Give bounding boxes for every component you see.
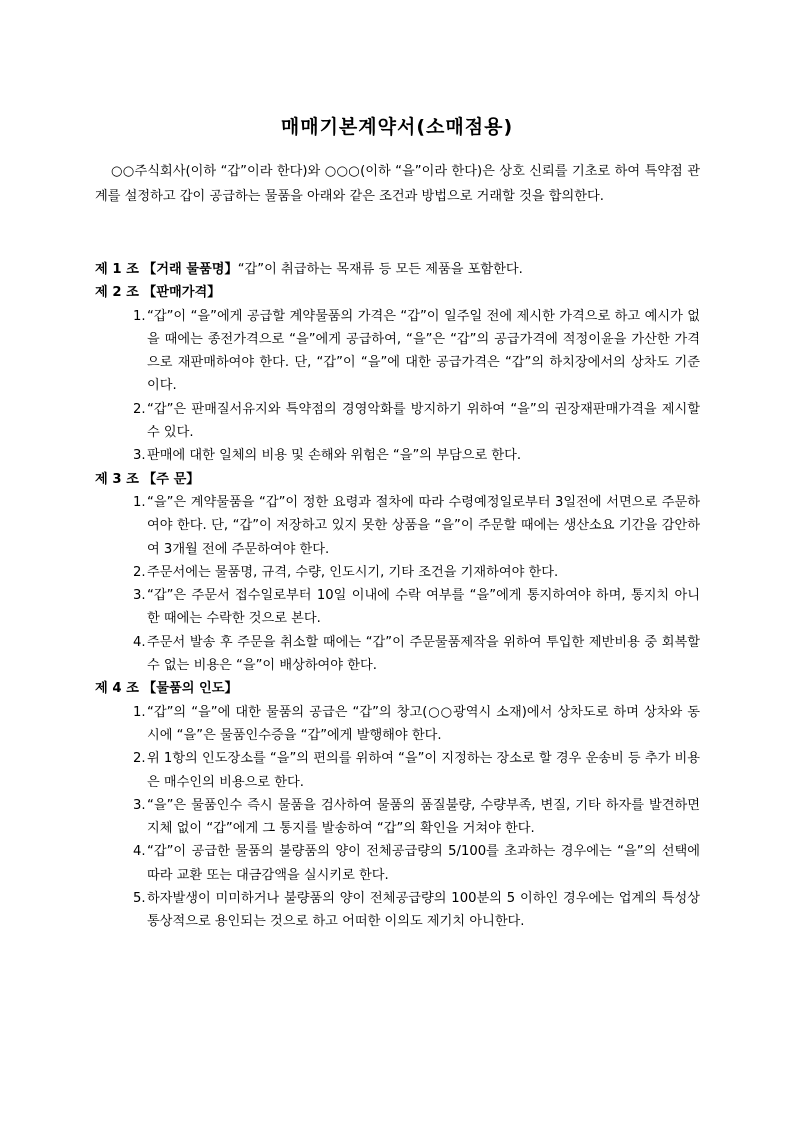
item-number: 5. [133, 891, 146, 907]
list-item [133, 840, 700, 887]
article-1 [95, 258, 700, 281]
item-text: “갑”이 “을”에게 공급할 계약물품의 가격은 “갑”이 일주일 전에 제시한 가격으로 하고 예시가 없을 때에는 종전가격으로 “을”에게 공급하여, “을”은 “갑”의 공급가격에 적정이윤을 가산한 가격으로 재판매하여야 한다. 단, “갑”이 “을”에 대한 공급가격은 “갑”의 하치장에서의 상차도 기준이다. [147, 308, 700, 394]
article-title: 【거래 물품명】 [143, 262, 238, 277]
article-title: 【판매가격】 [143, 285, 221, 301]
article-4 [95, 677, 700, 933]
item-number: 3. [133, 797, 146, 813]
item-text: 주문서에는 물품명, 규격, 수량, 인도시기, 기타 조건을 기재하여야 한다. [147, 564, 559, 580]
item-text: “갑”은 주문서 접수일로부터 10일 이내에 수락 여부를 “을”에게 통지하여야 하며, 통지치 아니한 때에는 수락한 것으로 본다. [147, 588, 700, 627]
document-title: 매매기본계약서(소매점용) [280, 116, 514, 138]
item-text: 판매에 대한 일체의 비용 및 손해와 위험은 “을”의 부담으로 한다. [147, 448, 522, 464]
item-number: 4. [133, 634, 146, 650]
list-item [133, 305, 700, 398]
list-item [133, 491, 700, 561]
article-heading [95, 468, 700, 491]
item-number: 2. [133, 401, 146, 417]
item-number: 1. [133, 704, 146, 720]
article-number: 제 2 조 [95, 285, 139, 301]
articles-section [95, 258, 700, 934]
list-item [133, 794, 700, 841]
item-number: 3. [133, 448, 146, 464]
article-heading [95, 281, 700, 304]
article-number: 제 4 조 [95, 681, 139, 697]
item-text: “갑”의 “을”에 대한 물품의 공급은 “갑”의 창고(○○광역시 소재)에서 상차도로 하며 상차와 동시에 “을”은 물품인수증을 “갑”에게 발행해야 한다. [147, 704, 700, 743]
item-number: 2. [133, 751, 146, 767]
list-item [133, 887, 700, 934]
item-text: 주문서 발송 후 주문을 취소할 때에는 “갑”이 주문물품제작을 위하여 투입한 제반비용 중 회복할 수 없는 비용은 “을”이 배상하여야 한다. [147, 634, 700, 674]
item-number: 3. [133, 588, 146, 604]
item-text: 위 1항의 인도장소를 “을”의 편의를 위하여 “을”이 지정하는 장소로 할 경우 운송비 등 추가 비용은 매수인의 비용으로 한다. [147, 751, 701, 790]
article-number: 제 3 조 [95, 471, 139, 487]
intro-text: ○○주식회사(이하 “갑”이라 한다)와 ○○○(이하 “을”이라 한다)은 상호 신뢰를 기초로 하여 특약점 관계를 설정하고 갑이 공급하는 물품을 아래와 같은 조건과 방법으로 거래할 것을 합의한다. [95, 164, 700, 204]
article-heading [95, 258, 700, 281]
list-item [133, 444, 700, 467]
list-item [133, 398, 700, 445]
item-text: “을”은 물품인수 즉시 물품을 검사하여 물품의 품질불량, 수량부족, 변질, 기타 하자를 발견하면 지체 없이 “갑”에게 그 통지를 발송하여 “갑”의 확인을 거쳐야 한다. [147, 797, 700, 837]
item-number: 1. [133, 308, 146, 324]
intro-paragraph [95, 160, 700, 209]
list-item [133, 631, 700, 678]
item-number: 4. [133, 844, 146, 860]
item-number: 1. [133, 494, 146, 510]
list-item [133, 584, 700, 631]
article-title: 【물품의 인도】 [143, 681, 238, 697]
article-number: 제 1 조 [95, 262, 139, 277]
list-item [133, 747, 700, 794]
article-body: “갑”이 취급하는 목재류 등 모든 제품을 포함한다. [237, 262, 523, 277]
article-title: 【주 문】 [143, 471, 200, 487]
article-3 [95, 468, 700, 678]
item-number: 2. [133, 564, 146, 580]
list-item [133, 561, 700, 584]
item-text: “을”은 계약물품을 “갑”이 정한 요령과 절차에 따라 수령예정일로부터 3일전에 서면으로 주문하여야 한다. 단, “갑”이 저장하고 있지 못한 상품을 “을”이 주문할 때에는 생산소요 기간을 감안하여 3개월 전에 주문하여야 한다. [147, 494, 700, 557]
article-heading [95, 677, 700, 700]
item-text: “갑”이 공급한 물품의 불량품의 양이 전체공급량의 5/100를 초과하는 경우에는 “을”의 선택에 따라 교환 또는 대금감액을 실시키로 한다. [147, 844, 700, 883]
list-item [133, 701, 700, 748]
item-text: 하자발생이 미미하거나 불량품의 양이 전체공급량의 100분의 5 이하인 경우에는 업계의 특성상 통상적으로 용인되는 것으로 하고 어떠한 이의도 제기치 아니한다. [147, 891, 700, 930]
article-2 [95, 281, 700, 467]
item-text: “갑”은 판매질서유지와 특약점의 경영악화를 방지하기 위하여 “을”의 권장재판매가격을 제시할 수 있다. [147, 401, 700, 441]
